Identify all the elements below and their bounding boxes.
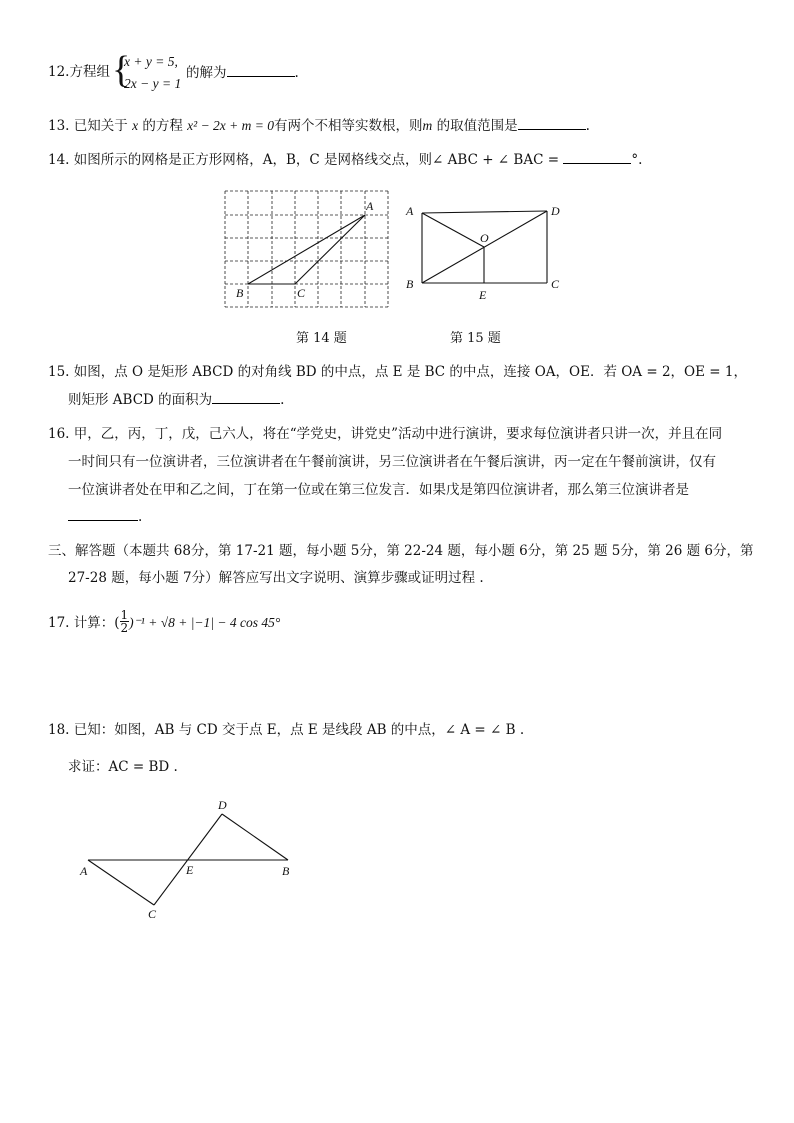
q12-eq1: x + y = 5, — [124, 54, 178, 69]
q16-line4: . — [68, 508, 142, 525]
q14: 14. 如图所示的网格是正方形网格，A，B，C 是网格线交点，则∠ ABC + ∠ BAC = °. — [48, 152, 643, 168]
label-a: A — [406, 204, 414, 218]
label-b: B — [236, 286, 244, 300]
q17-fraction-den: 2 — [120, 621, 129, 635]
q12-eq2: 2x − y = 1 — [124, 76, 182, 91]
label-d: D — [551, 204, 560, 218]
label-b: B — [406, 277, 414, 291]
q12-number: 12.方程组 — [48, 64, 110, 80]
label-a: A — [80, 864, 88, 878]
q17: 17. 计算：( $\frac{1}{2}$ )⁻¹ + √8 + |−1| − 4 cos 45° — [48, 608, 281, 635]
figure-18 — [74, 796, 304, 926]
q15-line1: 15. 如图，点 O 是矩形 ABCD 的对角线 BD 的中点，点 E 是 BC 的中点，连接 OA，OE．若 OA = 2，OE = 1， — [48, 364, 747, 380]
q16-line2: 一时间只有一位演讲者，三位演讲者在午餐前演讲，另三位演讲者在午餐后演讲，丙一定在午餐前演讲，仅有 — [68, 454, 716, 470]
section3-line2: 27-28 题，每小题 7分）解答应写出文字说明、演算步骤或证明过程 . — [68, 570, 484, 586]
q13-answer-blank[interactable] — [518, 117, 586, 130]
rectangle-abcd — [422, 211, 547, 283]
figure-15-caption: 第 15 题 — [450, 331, 501, 346]
q13: 13. 已知关于 x 的方程 x² − 2x + m = 0有两个不相等实数根，则m 的取值范围是 . — [48, 118, 590, 134]
figure-14 — [220, 188, 400, 313]
label-c: C — [551, 277, 560, 291]
q16-line1: 16. 甲，乙，丙，丁，戊，己六人，将在“学党史，讲党史”活动中进行演讲，要求每位演讲者只讲一次，并且在同 — [48, 426, 723, 442]
label-a: A — [366, 199, 374, 213]
q16-line3: 一位演讲者处在甲和乙之间，丁在第一位或在第三位发言．如果戊是第四位演讲者，那么第三位演讲者是 — [68, 482, 689, 498]
q12-answer-blank[interactable] — [227, 64, 295, 77]
label-e: E — [186, 863, 194, 877]
figure-18-lines — [88, 814, 288, 905]
triangle-abc — [248, 215, 365, 284]
label-c: C — [297, 286, 306, 300]
label-c: C — [148, 907, 157, 921]
q17-fraction-num: 1 — [120, 608, 129, 622]
label-o: O — [480, 231, 489, 245]
q14-answer-blank[interactable] — [563, 151, 631, 164]
q18-line2: 求证：AC = BD . — [68, 759, 178, 775]
q12-brace: { — [112, 49, 131, 91]
label-e: E — [479, 288, 487, 302]
q15-answer-blank[interactable] — [212, 391, 280, 404]
q12-tail: 的解为 . — [186, 65, 299, 81]
label-b: B — [282, 864, 290, 878]
label-d: D — [218, 798, 227, 812]
figure-14-caption: 第 14 题 — [296, 331, 347, 346]
q15-line2: 则矩形 ABCD 的面积为 . — [68, 392, 285, 408]
section3-line1: 三、解答题（本题共 68分，第 17-21 题，每小题 5分，第 22-24 题，每小题 6分，第 25 题 5分，第 26 题 6分，第 — [48, 543, 754, 559]
q18-line1: 18. 已知：如图，AB 与 CD 交于点 E，点 E 是线段 AB 的中点，∠ A = ∠ B . — [48, 722, 525, 738]
q16-answer-blank[interactable] — [68, 508, 138, 521]
figure-15 — [402, 200, 572, 305]
